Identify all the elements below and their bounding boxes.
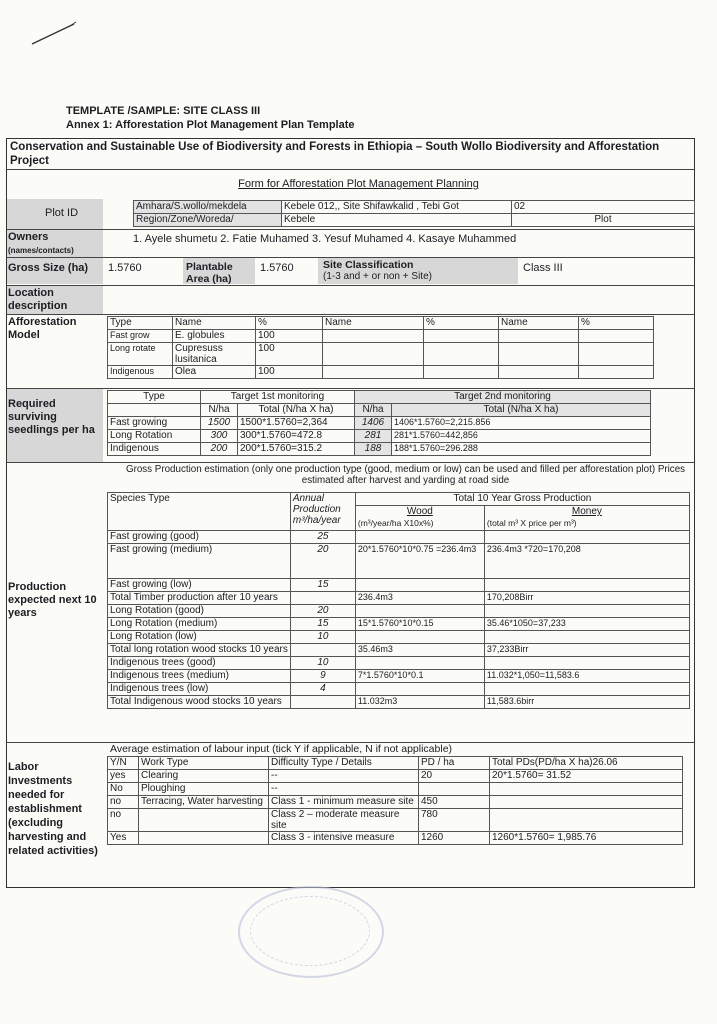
wood-value — [355, 657, 484, 670]
template-header: TEMPLATE /SAMPLE: SITE CLASS III — [66, 105, 261, 117]
table-row — [108, 531, 690, 544]
annual-value: 9 — [290, 670, 355, 683]
annual-value: 10 — [290, 657, 355, 670]
seedling-n1: 1500 — [201, 417, 238, 430]
species-name: Fast growing (low) — [108, 579, 291, 592]
wood-value: 20*1.5760*10*0.75 =236.4m3 — [355, 544, 484, 579]
seedling-type: Indigenous — [108, 443, 201, 456]
seedlings-type-header: Type — [108, 391, 201, 404]
annual-value — [290, 592, 355, 605]
labor-table — [107, 756, 683, 845]
kebele-label: Kebele — [282, 214, 512, 227]
labor-header-work: Work Type — [139, 757, 269, 770]
wood-value — [355, 631, 484, 644]
annual-value: 25 — [290, 531, 355, 544]
table-row — [108, 579, 690, 592]
money-value — [484, 657, 689, 670]
labor-label: Labor Investments needed for establishment (excluding harvesting and related activities) — [8, 761, 98, 857]
wood-value: 35.46m3 — [355, 644, 484, 657]
labor-pd: 780 — [419, 809, 490, 832]
labor-difficulty: -- — [269, 783, 419, 796]
model-header-pct: % — [256, 317, 323, 330]
model-type: Indigenous — [108, 366, 173, 379]
model-pct: 100 — [256, 343, 323, 366]
money-value — [484, 631, 689, 644]
table-row — [108, 644, 690, 657]
money-value — [484, 531, 689, 544]
money-value: 11.032*1,050=11,583.6 — [484, 670, 689, 683]
labor-total: 20*1.5760= 31.52 — [490, 770, 683, 783]
labor-work: Clearing — [139, 770, 269, 783]
labor-pd — [419, 783, 490, 796]
money-value: 35.46*1050=37,233 — [484, 618, 689, 631]
model-type: Fast grow — [108, 330, 173, 343]
seedling-n1: 300 — [201, 430, 238, 443]
production-label: Production expected next 10 years — [8, 581, 97, 619]
labor-difficulty: Class 2 – moderate measure site — [269, 809, 419, 832]
table-row — [108, 592, 690, 605]
labor-yn: Yes — [108, 832, 139, 845]
species-name: Total Timber production after 10 years — [108, 592, 291, 605]
model-pct: 100 — [256, 366, 323, 379]
annual-value: 20 — [290, 544, 355, 579]
money-value: 170,208Birr — [484, 592, 689, 605]
table-row — [108, 343, 654, 366]
seedling-c1: 200*1.5760=315.2 — [238, 443, 355, 456]
model-type: Long rotate — [108, 343, 173, 366]
wood-header: Wood — [355, 506, 484, 519]
form-title: Form for Afforestation Plot Management Planning — [238, 178, 479, 190]
total-header: Total (N/ha X ha) — [238, 404, 355, 417]
species-name: Indigenous trees (medium) — [108, 670, 291, 683]
labor-pd: 20 — [419, 770, 490, 783]
model-species: Olea — [173, 366, 256, 379]
annual-value: 10 — [290, 631, 355, 644]
seedling-c1: 300*1.5760=472.8 — [238, 430, 355, 443]
gross-size-label: Gross Size (ha) — [8, 262, 89, 274]
wood-value: 236.4m3 — [355, 592, 484, 605]
species-name: Indigenous trees (good) — [108, 657, 291, 670]
annual-value: 15 — [290, 618, 355, 631]
labor-pd: 1260 — [419, 832, 490, 845]
money-value: 236.4m3 *720=170,208 — [484, 544, 689, 579]
annex-title: Annex 1: Afforestation Plot Management Plan Template — [66, 119, 355, 131]
labor-work: Ploughing — [139, 783, 269, 796]
labor-total — [490, 796, 683, 809]
seedlings-label: Required surviving seedlings per ha — [8, 398, 95, 436]
species-name: Long Rotation (medium) — [108, 618, 291, 631]
pen-mark — [30, 20, 78, 46]
owners-value: 1. Ayele shumetu 2. Fatie Muhamed 3. Yesuf Muhamed 4. Kasaye Muhammed — [133, 233, 517, 245]
site-class-label: Site Classification — [323, 259, 414, 271]
seedling-c1: 1500*1.5760=2,364 — [238, 417, 355, 430]
table-row — [108, 670, 690, 683]
target2-header: Target 2nd monitoring — [355, 391, 651, 404]
production-note: Gross Production estimation (only one production type (good, medium or low) can be used and filled per afforestation plot) Prices estimated after harvest and yarding at road side — [125, 464, 686, 486]
labor-difficulty: Class 1 - minimum measure site — [269, 796, 419, 809]
kebele-value: Kebele 012,, Site Shifawkalid , Tebi Got — [282, 201, 512, 214]
table-row — [108, 366, 654, 379]
owners-sublabel: (names/contacts) — [8, 246, 74, 255]
species-type-header: Species Type — [108, 493, 291, 531]
wood-value — [355, 579, 484, 592]
model-header-name: Name — [173, 317, 256, 330]
model-pct: 100 — [256, 330, 323, 343]
wood-value: 15*1.5760*10*0.15 — [355, 618, 484, 631]
region-label: Region/Zone/Woreda/ — [134, 214, 282, 227]
table-row — [108, 770, 683, 783]
model-header-name: Name — [323, 317, 424, 330]
table-row — [108, 783, 683, 796]
model-species: E. globules — [173, 330, 256, 343]
labor-yn: No — [108, 783, 139, 796]
labor-work — [139, 809, 269, 832]
seedling-n2: 1406 — [355, 417, 392, 430]
labor-yn: yes — [108, 770, 139, 783]
labor-header-total: Total PDs(PD/ha X ha)26.06 — [490, 757, 683, 770]
seedlings-table — [107, 390, 651, 456]
labor-total — [490, 783, 683, 796]
official-stamp-inner — [250, 896, 370, 966]
production-table — [107, 492, 690, 709]
model-species: Cupresuss lusitanica — [173, 343, 256, 366]
money-value: 37,233Birr — [484, 644, 689, 657]
species-name: Long Rotation (low) — [108, 631, 291, 644]
wood-value — [355, 605, 484, 618]
table-row — [108, 809, 683, 832]
wood-value — [355, 683, 484, 696]
seedling-n2: 188 — [355, 443, 392, 456]
seedling-c2: 1406*1.5760=2,215.856 — [392, 417, 651, 430]
plot-value: 02 — [512, 201, 695, 214]
labor-note: Average estimation of labour input (tick Y if applicable, N if not applicable) — [110, 743, 453, 755]
money-value: 11,583.6birr — [484, 696, 689, 709]
table-row — [108, 430, 651, 443]
labor-header-pd: PD / ha — [419, 757, 490, 770]
table-row — [108, 605, 690, 618]
total-production-header: Total 10 Year Gross Production — [355, 493, 689, 506]
nha-header: N/ha — [355, 404, 392, 417]
labor-work — [139, 832, 269, 845]
seedling-n1: 200 — [201, 443, 238, 456]
table-row — [108, 631, 690, 644]
model-header-pct: % — [424, 317, 499, 330]
afforestation-model-table — [107, 316, 654, 379]
species-name: Fast growing (medium) — [108, 544, 291, 579]
owners-label: Owners — [8, 231, 49, 243]
project-title: Conservation and Sustainable Use of Biodiversity and Forests in Ethiopia – South Wollo Biodiversity and Afforestation Project — [10, 141, 660, 167]
species-name: Long Rotation (good) — [108, 605, 291, 618]
wood-subheader: (m³/year/ha X10x%) — [355, 518, 484, 531]
plot-label: Plot — [512, 214, 695, 227]
species-name: Total long rotation wood stocks 10 years — [108, 644, 291, 657]
labor-difficulty: -- — [269, 770, 419, 783]
plot-id-table — [133, 200, 695, 227]
seedling-c2: 188*1.5760=296.288 — [392, 443, 651, 456]
target1-header: Target 1st monitoring — [201, 391, 355, 404]
labor-header-difficulty: Difficulty Type / Details — [269, 757, 419, 770]
labor-pd: 450 — [419, 796, 490, 809]
annual-value: 20 — [290, 605, 355, 618]
money-value — [484, 579, 689, 592]
labor-yn: no — [108, 809, 139, 832]
table-row — [108, 618, 690, 631]
table-row — [108, 696, 690, 709]
species-name: Total Indigenous wood stocks 10 years — [108, 696, 291, 709]
plot-id-label: Plot ID — [45, 207, 79, 219]
table-row — [108, 796, 683, 809]
species-name: Indigenous trees (low) — [108, 683, 291, 696]
labor-difficulty: Class 3 - intensive measure — [269, 832, 419, 845]
afforestation-model-label: Afforestation Model — [8, 316, 77, 341]
plantable-area-value: 1.5760 — [260, 262, 294, 274]
money-header: Money — [484, 506, 689, 519]
labor-total: 1260*1.5760= 1,985.76 — [490, 832, 683, 845]
table-row — [108, 417, 651, 430]
annual-value — [290, 644, 355, 657]
table-row — [108, 832, 683, 845]
labor-total — [490, 809, 683, 832]
seedling-n2: 281 — [355, 430, 392, 443]
seedling-c2: 281*1.5760=442,856 — [392, 430, 651, 443]
site-class-sub: (1-3 and + or non + Site) — [323, 271, 432, 282]
wood-value: 11.032m3 — [355, 696, 484, 709]
wood-value — [355, 531, 484, 544]
wood-value: 7*1.5760*10*0.1 — [355, 670, 484, 683]
plantable-area-label: Plantable Area (ha) — [186, 261, 233, 285]
labor-header-yn: Y/N — [108, 757, 139, 770]
money-value — [484, 605, 689, 618]
nha-header: N/ha — [201, 404, 238, 417]
model-header-type: Type — [108, 317, 173, 330]
gross-size-value: 1.5760 — [108, 262, 142, 274]
table-row — [108, 657, 690, 670]
annual-value: 15 — [290, 579, 355, 592]
seedling-type: Fast growing — [108, 417, 201, 430]
model-header-pct: % — [579, 317, 654, 330]
total-header: Total (N/ha X ha) — [392, 404, 651, 417]
location-label: Location description — [8, 287, 68, 312]
annual-value: 4 — [290, 683, 355, 696]
species-name: Fast growing (good) — [108, 531, 291, 544]
labor-work: Terracing, Water harvesting — [139, 796, 269, 809]
model-header-name: Name — [499, 317, 579, 330]
money-subheader: (total m³ X price per m³) — [484, 518, 689, 531]
table-row — [108, 330, 654, 343]
money-value — [484, 683, 689, 696]
seedling-type: Long Rotation — [108, 430, 201, 443]
table-row — [108, 544, 690, 579]
region-value: Amhara/S.wollo/mekdela — [134, 201, 282, 214]
site-class-value: Class III — [523, 262, 563, 274]
labor-yn: no — [108, 796, 139, 809]
table-row — [108, 683, 690, 696]
annual-value — [290, 696, 355, 709]
table-row — [108, 443, 651, 456]
annual-production-header: Annual Production m³/ha/year — [290, 493, 355, 531]
